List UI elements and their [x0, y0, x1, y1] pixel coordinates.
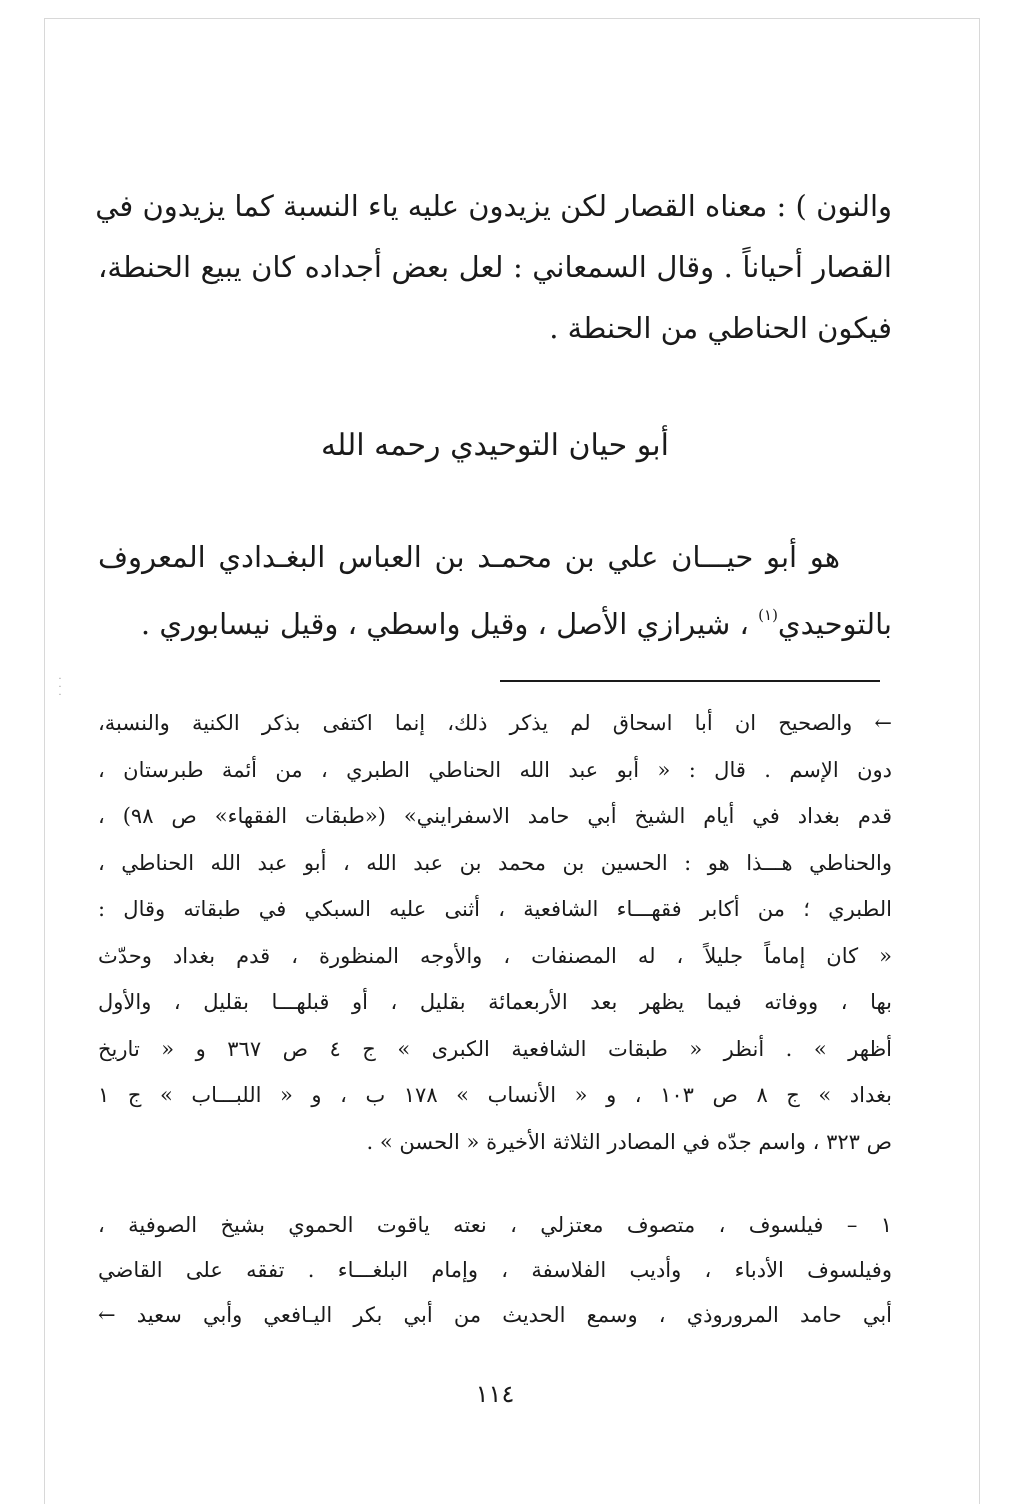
footnote-1	[98, 1203, 892, 1338]
continued-footnote	[98, 700, 892, 1165]
page-number: ١١٤	[475, 1380, 515, 1408]
biography-line-end: ، شيرازي الأصل ، وقيل واسطي ، وقيل نيسابوري .	[140, 607, 759, 641]
intro-paragraph	[95, 176, 892, 359]
biography-line-start: بالتوحيدي	[777, 607, 892, 641]
footnote-line: أبي حامد المروروذي ، وسمع الحديث من أبي بكر اليـافعي وأبي سعيد ←	[98, 1303, 892, 1327]
margin-mark: · · ·	[58, 674, 62, 701]
intro-line: القصار أحياناً . وقال السمعاني : لعل بعض أجداده كان يبيع الحنطة،	[98, 250, 892, 284]
biography-line	[98, 586, 892, 653]
footnote-line: وفيلسوف الأدباء ، وأديب الفلاسفة ، وإمام البلغـــاء . تفقه على القاضي	[98, 1258, 892, 1282]
intro-line: فيكون الحناطي من الحنطة .	[549, 311, 892, 345]
footnote-line: دون الإسم . قال : « أبو عبد الله الحناطي الطبري ، من أئمة طبرستان ،	[98, 757, 892, 782]
footnote-line: بغداد » ج ٨ ص ١٠٣ ، و « الأنساب » ١٧٨ ب ، و « اللبـــاب » ج ١	[98, 1083, 892, 1107]
footnote-line: أظهر » . أنظر « طبقات الشافعية الكبرى » ج ٤ ص ٣٦٧ و « تاريخ	[98, 1036, 892, 1061]
footnote-line: والحناطي هـــذا هو : الحسين بن محمد بن عبد الله ، أبو عبد الله الحناطي ،	[98, 850, 892, 875]
footnote-line: ١ – فيلسوف ، متصوف معتزلي ، نعته ياقوت الحموي بشيخ الصوفية ،	[98, 1213, 892, 1237]
footnote-line: ص ٣٢٣ ، واسم جدّه في المصادر الثلاثة الأخيرة « الحسن » .	[366, 1129, 892, 1154]
intro-line: والنون ) : معناه القصار لكن يزيدون عليه ياء النسبة كما يزيدون في	[95, 189, 892, 223]
footnote-line: بها ، ووفاته فيما يظهر بعد الأربعمائة بقليل ، أو قبلهـــا بقليل ، والأول	[98, 990, 892, 1014]
footnote-line: الطبري ؛ من أكابر فقهـــاء الشافعية ، أثنى عليه السبكي في طبقاته وقال :	[98, 897, 893, 921]
footnote-line: قدم بغداد في أيام الشيخ أبي حامد الاسفرايني» («طبقات الفقهاء» ص ٩٨) ،	[98, 804, 892, 828]
biography-line: هو أبو حيـــان علي بن محمـد بن العباس البغـدادي المعروف	[98, 540, 840, 574]
footnote-line: « كان إماماً جليلاً ، له المصنفات ، والأوجه المنظورة ، قدم بغداد وحدّث	[98, 943, 892, 968]
biography-paragraph	[98, 528, 892, 653]
footnote-reference: (١)	[758, 606, 778, 624]
footnote-line: ← والصحيح ان أبا اسحاق لم يذكر ذلك، إنما اكتفى بذكر الكنية والنسبة،	[98, 711, 892, 735]
section-heading: أبو حيان التوحيدي رحمه الله	[321, 428, 669, 463]
footnote-separator-rule	[500, 680, 880, 682]
